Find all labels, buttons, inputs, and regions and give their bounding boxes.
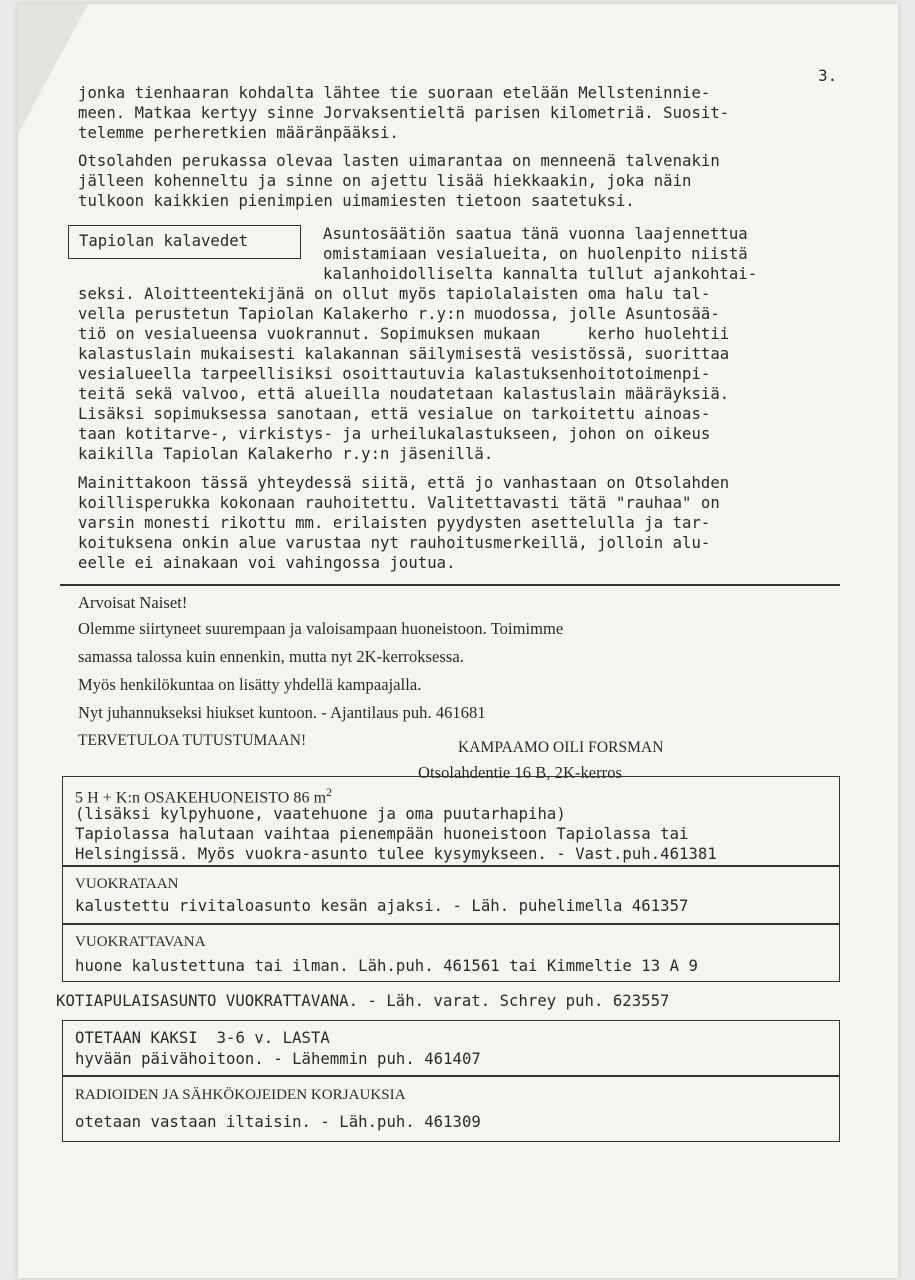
salon-address: Otsolahdentie 16 B, 2K-kerros <box>418 763 622 782</box>
para2-line: jälleen kohenneltu ja sinne on ajettu lisää hiekkaakin, joka näin <box>78 172 692 190</box>
salon-line: samassa talossa kuin ennenkin, mutta nyt 2K-kerroksessa. <box>78 647 464 666</box>
para2-line: Otsolahden perukassa olevaa lasten uimarantaa on menneenä talvenakin <box>78 152 720 170</box>
salon-welcome: TERVETULOA TUTUSTUMAAN! <box>78 732 307 749</box>
para4-line: varsin monesti rikottu mm. erilaisten pyydysten asettelulla ja tar- <box>78 514 711 532</box>
para3-line: Lisäksi sopimuksessa sanotaan, että vesialue on tarkoitettu ainoas- <box>78 405 711 423</box>
classified-rent1 <box>62 866 840 924</box>
classified-line: huone kalustettuna tai ilman. Läh.puh. 461561 tai Kimmeltie 13 A 9 <box>75 957 698 975</box>
para3-line: seksi. Aloitteentekijänä on ollut myös tapiolalaisten oma halu tal- <box>78 285 711 303</box>
salon-line: Myös henkilökuntaa on lisätty yhdellä kampaajalla. <box>78 675 422 694</box>
classified-repairs <box>62 1076 840 1142</box>
salon-greeting: Arvoisat Naiset! <box>78 593 188 612</box>
para1-line: telemme perheretkien määränpääksi. <box>78 124 399 142</box>
classified-headline: OTETAAN KAKSI 3-6 v. LASTA <box>75 1029 330 1047</box>
section-title-box: Tapiolan kalavedet <box>68 225 301 259</box>
salon-line: Olemme siirtyneet suurempaan ja valoisampaan huoneistoon. Toimimme <box>78 619 564 638</box>
classified-childcare <box>62 1020 840 1076</box>
classified-headline: 5 H + K:n OSAKEHUONEISTO 86 $m^2$ <box>75 785 333 807</box>
para3-line: vesialueella tarpeellisiksi osoittautuvia kalastuksenhoitotoimenpi- <box>78 365 711 383</box>
para3-line: kaikilla Tapiolan Kalakerho r.y:n jäsenillä. <box>78 445 494 463</box>
salon-name: KAMPAAMO OILI FORSMAN <box>458 739 664 756</box>
classified-line: Tapiolassa halutaan vaihtaa pienempään huoneistoon Tapiolassa tai <box>75 825 689 843</box>
newsletter-page <box>18 4 898 1278</box>
classified-headline: VUOKRATAAN <box>75 876 179 892</box>
section-divider <box>60 584 840 586</box>
classified-apartment <box>62 776 840 866</box>
classified-helper: KOTIAPULAISASUNTO VUOKRATTAVANA. - Läh. varat. Schrey puh. 623557 <box>56 992 670 1010</box>
page-number: 3. <box>818 66 838 85</box>
para4-line: koillisperukka kokonaan rauhoitettu. Valitettavasti tätä "rauhaa" on <box>78 494 720 512</box>
classified-headline: RADIOIDEN JA SÄHKÖKOJEIDEN KORJAUKSIA <box>75 1087 406 1103</box>
para3-line: vella perustetun Tapiolan Kalakerho r.y:n muodossa, jolle Asuntosää- <box>78 305 720 323</box>
classified-line: kalustettu rivitaloasunto kesän ajaksi. - Läh. puhelimella 461357 <box>75 897 689 915</box>
classified-line: Helsingissä. Myös vuokra-asunto tulee kysymykseen. - Vast.puh.461381 <box>75 845 717 863</box>
para4-line: Mainittakoon tässä yhteydessä siitä, että jo vanhastaan on Otsolahden <box>78 474 730 492</box>
classified-line: hyvään päivähoitoon. - Lähemmin puh. 461407 <box>75 1050 481 1068</box>
para3-line: taan kotitarve-, virkistys- ja urheilukalastukseen, johon on oikeus <box>78 425 711 443</box>
para3-indent-line: kalanhoidolliselta kannalta tullut ajankohtai- <box>323 265 758 283</box>
classified-line: (lisäksi kylpyhuone, vaatehuone ja oma puutarhapiha) <box>75 805 566 823</box>
classified-rent2 <box>62 924 840 982</box>
classified-headline: VUOKRATTAVANA <box>75 934 206 950</box>
salon-line: Nyt juhannukseksi hiukset kuntoon. - Ajantilaus puh. 461681 <box>78 703 486 722</box>
para1-line: meen. Matkaa kertyy sinne Jorvaksentieltä parisen kilometriä. Suosit- <box>78 104 730 122</box>
para3-indent-line: Asuntosäätiön saatua tänä vuonna laajennettua <box>323 225 748 243</box>
classified-line: otetaan vastaan iltaisin. - Läh.puh. 461309 <box>75 1113 481 1131</box>
para2-line: tulkoon kaikkien pienimpien uimamiesten tietoon saatetuksi. <box>78 192 635 210</box>
para1-line: jonka tienhaaran kohdalta lähtee tie suoraan etelään Mellsteninnie- <box>78 84 711 102</box>
para3-line: kalastuslain mukaisesti kalakannan säilymisestä vesistössä, suorittaa <box>78 345 730 363</box>
para4-line: koituksena onkin alue varustaa nyt rauhoitusmerkeillä, jolloin alu- <box>78 534 711 552</box>
para3-line: teitä sekä valvoo, että alueilla noudatetaan kalastuslain määräyksiä. <box>78 385 730 403</box>
para3-indent-line: omistamiaan vesialueita, on huolenpito niistä <box>323 245 748 263</box>
para4-line: eelle ei ainakaan voi vahingossa joutua. <box>78 554 456 572</box>
para3-line: tiö on vesialueensa vuokrannut. Sopimuksen mukaan kerho huolehtii <box>78 325 730 343</box>
